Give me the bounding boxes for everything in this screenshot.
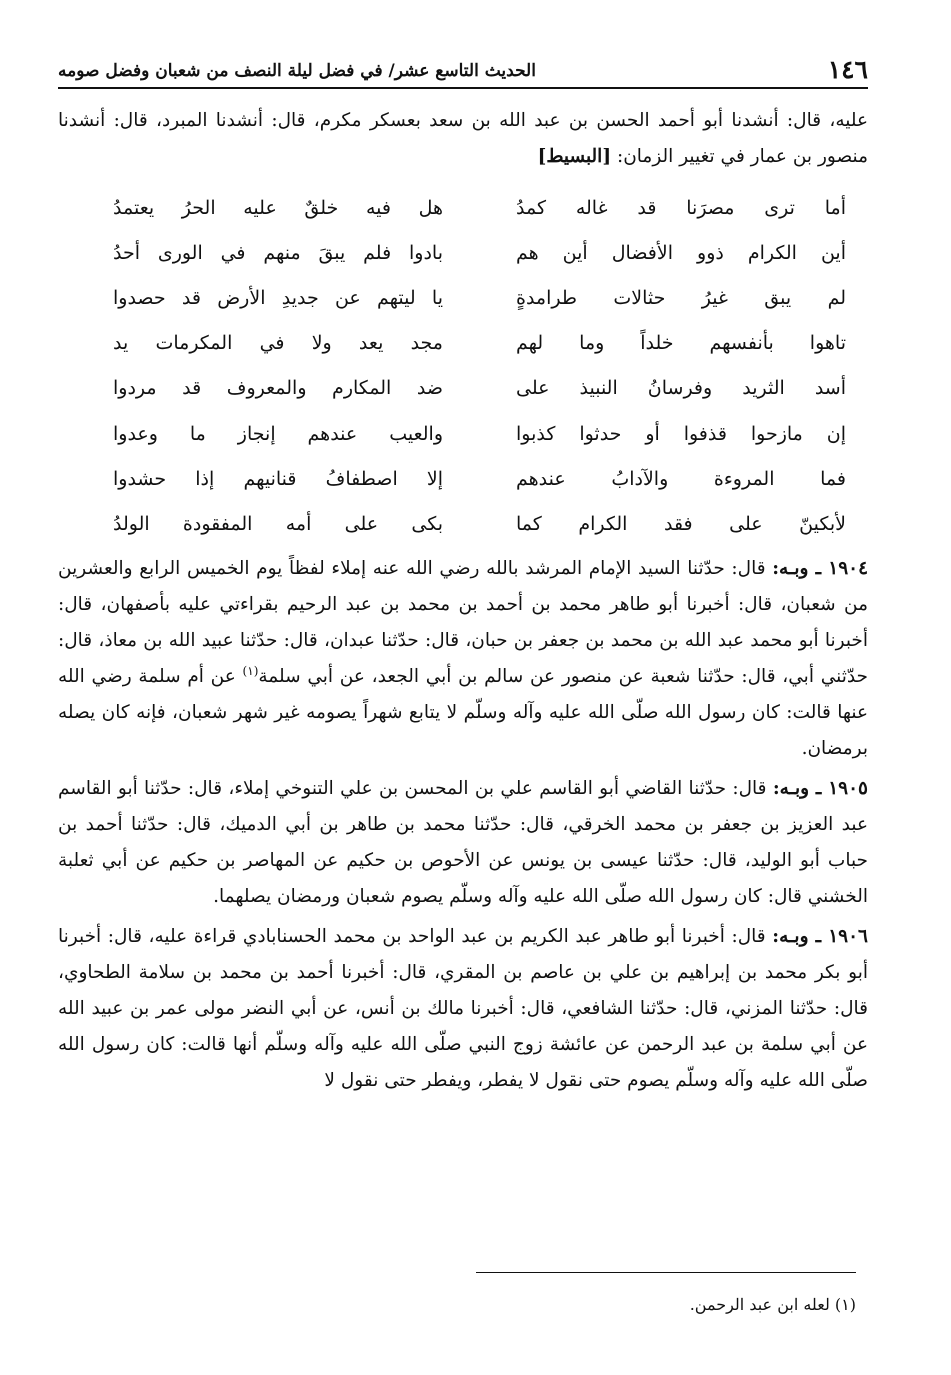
verse: [58, 501, 868, 546]
verse: [58, 275, 868, 320]
verse-first-half: تاهوا بأنفسهم خلداً وما لهم: [516, 332, 846, 355]
page-number: ١٤٦: [827, 55, 868, 84]
verse-first-half: أين الكرام ذوو الأفضال أين هم: [516, 241, 846, 264]
verse: [58, 185, 868, 230]
poem: [58, 185, 868, 547]
verse: [58, 366, 868, 411]
hadith-number: ١٩٠٥ ـ وبـه:: [772, 777, 868, 799]
chapter-title: الحديث التاسع عشر/ في فضل ليلة النصف من شعبان وفضل صومه: [58, 61, 536, 81]
intro-text: عليه، قال: أنشدنا أبو أحمد الحسن بن عبد الله بن سعد بعسكر مكرم، قال: أنشدنا المبرد، قال: أنشدنا منصور بن عمار في تغيير الزمان:: [58, 110, 868, 167]
verse-first-half: لأبكينّ على فقد الكرام كما: [516, 512, 846, 535]
verse-first-half: أما ترى مصرَنا قد غاله كمدُ: [516, 196, 846, 219]
hadith-paragraph: [58, 771, 868, 915]
hadith-paragraph: [58, 551, 868, 767]
verse-first-half: أسد الثريد وفرسانُ النبيذ على: [516, 377, 846, 400]
verse-second-half: هل فيه خلقٌ عليه الحرُ يعتمدُ: [113, 196, 443, 219]
hadith-text: قال: أخبرنا أبو طاهر عبد الكريم بن عبد الواحد بن محمد الحسنابادي قراءة عليه، قال: أخبرنا أبو بكر محمد بن إبراهيم بن علي بن عاصم بن المقري، قال: أخبرنا أحمد بن محمد بن سلامة الطحاوي، قال: حدّثنا المزني، قال: حدّثنا الشافعي، قال: أخبرنا مالك بن أنس، عن أبي النضر مولى عمر بن عبيد الله عن أبي سلمة بن عبد الرحمن عن عائشة زوج النبي صلّى الله عليه وآله وسلّم أنها قالت: كان رسول الله صلّى الله عليه وآله وسلّم يصوم حتى نقول لا يفطر، ويفطر حتى نقول لا: [58, 925, 868, 1091]
hadith-text: قال: حدّثنا السيد الإمام المرشد بالله رضي الله عنه إملاء لفظاً يوم الخميس الرابع والعشرين من شعبان، قال: أخبرنا أبو طاهر محمد بن أحمد بن محمد بن عبد الرحيم بقراءتي عليه بأصفهان، قال: أخبرنا أبو محمد عبد الله بن محمد بن جعفر بن حبان، قال: حدّثنا عبدان، قال: حدّثنا عبيد الله بن معاذ، قال: حدّثني أبي، قال: حدّثنا شعبة عن منصور عن سالم بن أبي الجعد، عن أبي سلمة: [58, 557, 868, 687]
footnote: (١) لعله ابن عبد الرحمن.: [689, 1295, 856, 1314]
verse-first-half: إن مازحوا قذفوا أو حدثوا كذبوا: [516, 422, 846, 445]
footnote-separator: [476, 1272, 856, 1273]
verse: [58, 411, 868, 456]
book-page: [58, 48, 868, 1099]
verse-second-half: مجد يعد ولا في المكرمات يد: [113, 332, 443, 355]
hadith-text: قال: حدّثنا القاضي أبو القاسم علي بن المحسن بن علي التنوخي إملاء، قال: حدّثنا أبو القاسم عبد العزيز بن جعفر بن محمد الخرقي، قال: حدّثنا محمد بن طاهر بن أبي الدميك، قال: حدّثنا أحمد بن حباب أبو الوليد، قال: حدّثنا عيسى بن يونس عن الأحوص بن حكيم عن المهاصر بن حكيم عن أبي ثعلبة الخشني قال: كان رسول الله صلّى الله عليه وآله وسلّم يصوم شعبان ورمضان يصلهما.: [58, 777, 868, 907]
verse-second-half: والعيب عندهم إنجاز ما وعدوا: [113, 422, 443, 445]
running-header: [58, 48, 868, 89]
poetic-meter-label: [البسيط]: [537, 146, 612, 167]
verse-second-half: بكى على أمه المفقودة الولدُ: [113, 512, 443, 535]
intro-paragraph: [58, 103, 868, 175]
verse-second-half: يا ليتهم عن جديدِ الأرض قد حصدوا: [113, 286, 443, 309]
verse-first-half: فما المروءة والآدابُ عندهم: [516, 467, 846, 490]
verse-second-half: إلا اصطفافُ قنانيهم إذا حشدوا: [113, 467, 443, 490]
hadith-text-continued: عن أم سلمة رضي الله عنها قالت: كان رسول الله صلّى الله عليه وآله وسلّم لا يتابع شهراً يصومه غير شهر شعبان، فإنه كان يصله برمضان.: [58, 665, 868, 759]
verse: [58, 456, 868, 501]
hadith-number: ١٩٠٤ ـ وبـه:: [772, 557, 869, 579]
hadith-number: ١٩٠٦ ـ وبـه:: [772, 925, 868, 947]
footnote-marker: (١): [242, 663, 259, 678]
verse-second-half: بادوا فلم يبقَ منهم في الورى أحدُ: [113, 241, 443, 264]
hadith-paragraph: [58, 919, 868, 1099]
verse-first-half: لم يبق غيرُ حثالات طرامدةٍ: [516, 286, 846, 309]
verse: [58, 230, 868, 275]
verse-second-half: ضد المكارم والمعروف قد مردوا: [113, 377, 443, 400]
verse: [58, 321, 868, 366]
